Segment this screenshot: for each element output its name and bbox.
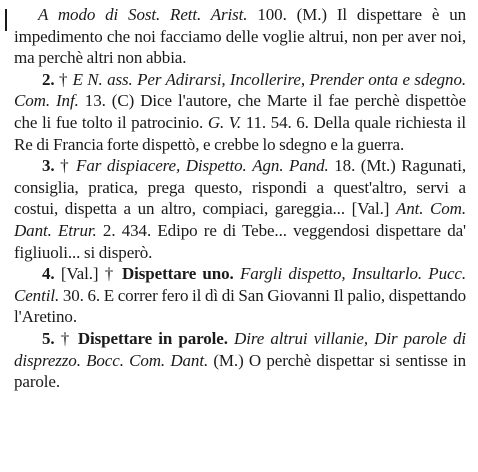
citation-ref: 18.	[334, 156, 356, 176]
sense-number: 3.	[42, 156, 55, 176]
citation: Agn. Pand.	[252, 156, 329, 176]
citation: Pucc. Centil.	[14, 264, 467, 305]
citation-ref: 30. 6.	[62, 285, 101, 305]
source-tag: (M.)	[213, 350, 244, 370]
citation: Com. Inf.	[14, 91, 79, 111]
quote-text: E correr fero il dì di San Giovanni Il palio, dispettando l'Aretino.	[14, 285, 466, 327]
citation: G. V.	[207, 112, 242, 132]
margin-bar	[5, 9, 7, 31]
entry-paragraph-1	[14, 4, 466, 69]
definition: Far dispiacere, Dispetto.	[76, 156, 247, 176]
source-tag: (C)	[111, 91, 135, 111]
quote-text: Edipo re di Tebe... veggendosi dispettare da' figliuoli... si disperò.	[14, 220, 467, 262]
citation-ref: 100.	[257, 5, 287, 24]
source-tag: (Mt.)	[360, 156, 396, 176]
citation: A modo di Sost. Rett. Arist.	[38, 5, 248, 24]
cross-mark: †	[104, 264, 116, 284]
citation-ref: 13.	[84, 91, 106, 111]
definition: Dire altrui villanie, Dir parole di disprezzo.	[14, 328, 467, 370]
definition: Per Adirarsi, Incollerire, Prender onta e sdegno.	[137, 69, 467, 89]
cross-mark: †	[60, 156, 71, 176]
quote-text: Della quale richiesta il Re di Francia forte dispettò, e crebbe lo sdegno e la guerra.	[14, 112, 466, 154]
citation-ref: 2. 434.	[102, 220, 152, 240]
headword-phrase: Dispettare in parole.	[77, 328, 228, 348]
quote-text: Il dispettare è un impedimento che noi facciamo delle voglie altrui, non per aver noi, ma perchè altri non abbia.	[14, 5, 467, 68]
citation: Ant. Com. Dant. Etrur.	[14, 199, 467, 240]
headword-phrase: Dispettare uno.	[121, 264, 234, 284]
val-tag: [Val.]	[60, 264, 99, 284]
quote-text: Dice l'autore, che Marte il fae perchè dispettòe che li fue tolto il patrocinio.	[14, 91, 467, 132]
citation-ref: 11. 54. 6.	[245, 112, 309, 132]
cross-mark: †	[58, 69, 69, 89]
cross-mark: †	[60, 328, 72, 348]
citation: Bocc. Com. Dant.	[86, 350, 209, 370]
quote-text: Ragunati, consiglia, pratica, prega questo, rispondi a quest'altro, servi a costui, dispetta a un altro, compiaci, gareggia...	[14, 156, 467, 219]
entry-paragraph-5	[14, 328, 466, 393]
definition: Fargli dispetto, Insultarlo.	[239, 264, 423, 284]
quote-text: O perchè dispettar si sentisse in parole.	[14, 350, 466, 392]
entry-paragraph-2	[14, 69, 466, 155]
source-tag: (M.)	[296, 5, 327, 24]
sense-number: 5.	[42, 328, 55, 348]
entry-paragraph-4	[14, 263, 466, 328]
val-tag: [Val.]	[351, 199, 390, 219]
entry-paragraph-3	[14, 155, 466, 263]
grammar-label: E N. ass.	[72, 69, 133, 89]
sense-number: 2.	[42, 69, 55, 89]
sense-number: 4.	[42, 264, 55, 284]
